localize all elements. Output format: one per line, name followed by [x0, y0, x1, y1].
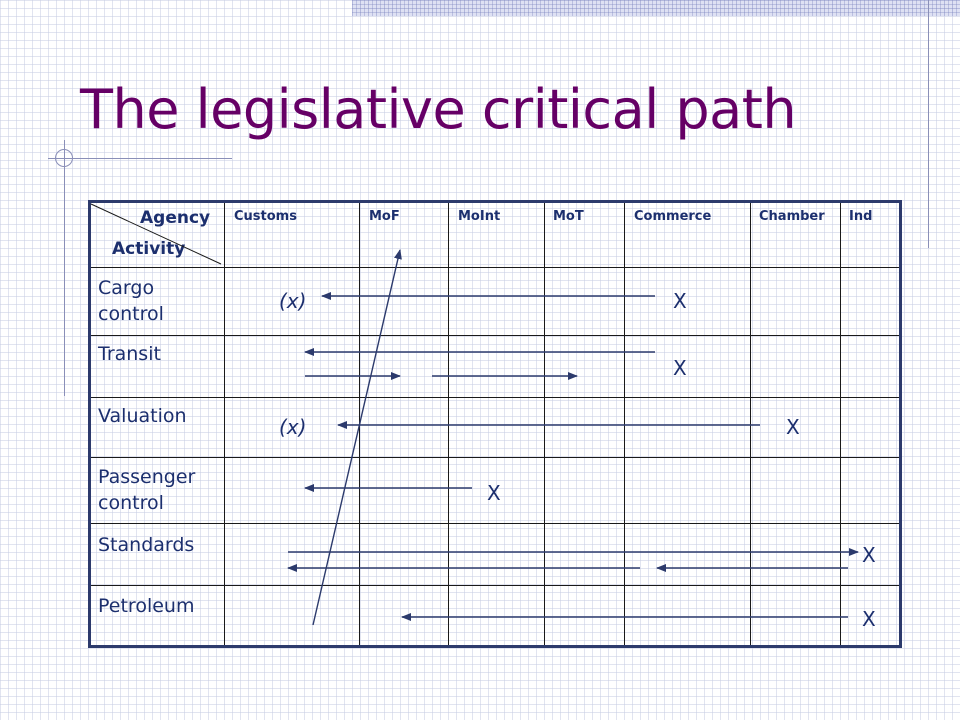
row-label-line: control [98, 492, 164, 514]
column-header-customs: Customs [234, 209, 297, 224]
row-label-line: Standards [98, 534, 195, 556]
mark-standards-ind: X [862, 543, 876, 567]
row-label-line: Petroleum [98, 595, 195, 617]
column-header-ind: Ind [849, 209, 873, 224]
corner-label-agency: Agency [140, 208, 211, 228]
row-label-line: Valuation [98, 405, 187, 427]
column-header-mot: MoT [553, 209, 584, 224]
row-label-line: Transit [98, 343, 161, 365]
column-header-chamber: Chamber [759, 209, 825, 224]
page-title: The legislative critical path [80, 78, 797, 141]
mark-cargo-customs: (x) [279, 289, 307, 313]
critical-path-long-arrow [313, 250, 400, 625]
mark-transit-commerce: X [673, 356, 687, 380]
mark-valuation-chamber: X [786, 415, 800, 439]
row-label-line: Cargo [98, 277, 155, 299]
column-header-moint: MoInt [458, 209, 501, 224]
row-label-line: control [98, 303, 164, 325]
column-header-commerce: Commerce [634, 209, 712, 224]
corner-label-activity: Activity [112, 239, 186, 259]
mark-petroleum-ind: X [862, 607, 876, 631]
mark-cargo-commerce: X [673, 289, 687, 313]
mark-valuation-customs: (x) [279, 415, 307, 439]
header-corner-diagonal [91, 204, 221, 264]
mark-passenger-moint: X [487, 481, 501, 505]
column-header-mof: MoF [369, 209, 400, 224]
row-label-line: Passenger [98, 466, 196, 488]
